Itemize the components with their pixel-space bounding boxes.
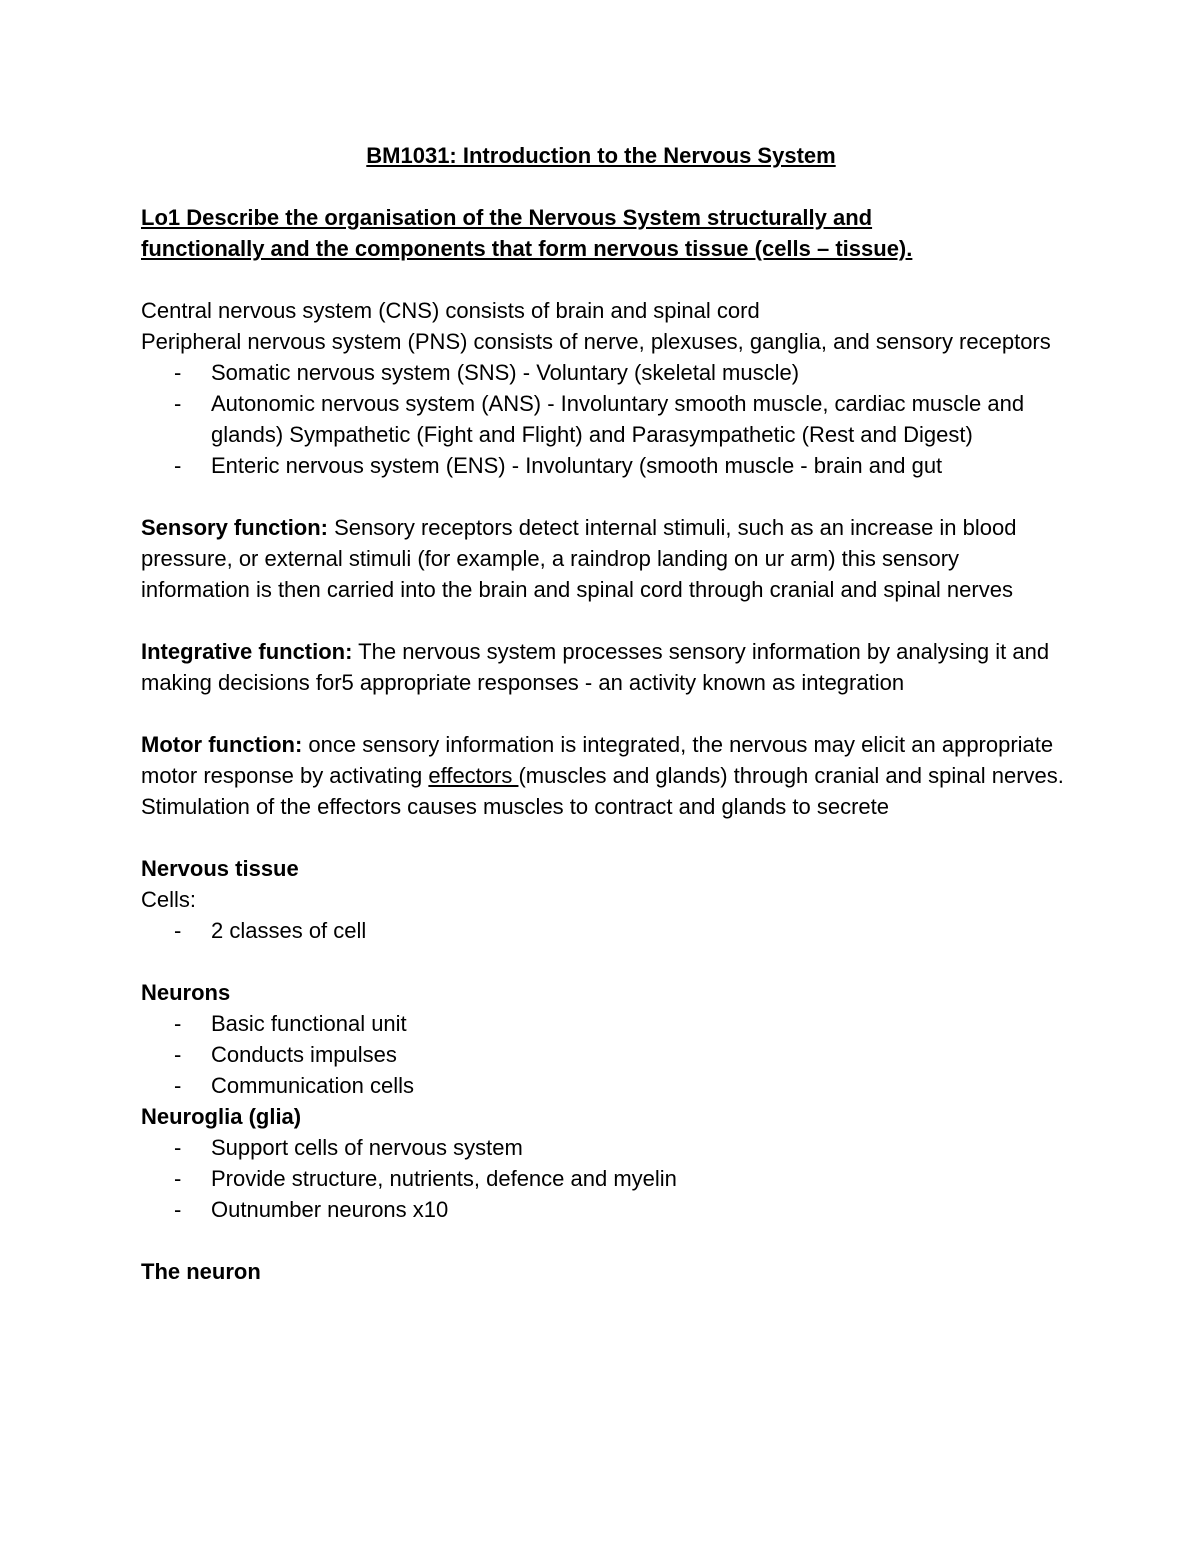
integrative-function-paragraph [141,636,1071,698]
pns-subdivisions-list [141,357,1071,481]
motor-function-text: once sensory information is integrated, the nervous may elicit an appropriate motor response by activating [141,732,1054,788]
spacer [141,946,1071,977]
dash-bullet: - [174,1042,182,1067]
list-item [141,1132,1071,1163]
list-item-text: Outnumber neurons x10 [211,1197,449,1222]
motor-function-heading: Motor function: [141,732,303,757]
neurons-heading: Neurons [141,980,231,1005]
motor-function-paragraph [141,729,1071,822]
pns-definition: Peripheral nervous system (PNS) consists of nerve, plexuses, ganglia, and sensory receptors [141,329,1051,354]
list-item-text: Communication cells [211,1073,414,1098]
sensory-function-paragraph [141,512,1071,605]
integrative-function-heading: Integrative function: [141,639,353,664]
dash-bullet: - [174,453,182,478]
learning-outcome-line-2: functionally and the components that form nervous tissue (cells – tissue). [141,236,913,261]
sensory-function-text: Sensory receptors detect internal stimuli, such as an increase in blood pressure, or external stimuli (for example, a raindrop landing on ur arm) this sensory information is then carried into the brain and spinal cord through cranial and spinal nerves [141,515,1017,602]
learning-outcome-line-1: Lo1 Describe the organisation of the Nervous System structurally and [141,205,873,230]
spacer [141,481,1071,512]
motor-function-text-end: (muscles and glands) through cranial and spinal nerves. Stimulation of the effectors causes muscles to contract and glands to secrete [141,763,1064,819]
integrative-function-text: The nervous system processes sensory information by analysing it and making decisions for5 appropriate responses - an activity known as integration [141,639,1050,695]
list-item [141,450,1071,481]
list-item-text: Support cells of nervous system [211,1135,523,1160]
list-item [141,915,1071,946]
spacer [141,698,1071,729]
dash-bullet: - [174,918,182,943]
dash-bullet: - [174,1166,182,1191]
list-item-text: 2 classes of cell [211,918,367,943]
nervous-tissue-heading: Nervous tissue [141,856,299,881]
spacer [141,171,1071,202]
list-item [141,357,1071,388]
spacer [141,1225,1071,1256]
dash-bullet: - [174,1135,182,1160]
dash-bullet: - [174,391,182,416]
spacer [141,605,1071,636]
dash-bullet: - [174,1073,182,1098]
list-item [141,1163,1071,1194]
the-neuron-heading: The neuron [141,1259,261,1284]
document-title: BM1031: Introduction to the Nervous System [366,143,836,168]
list-item [141,1070,1071,1101]
list-item [141,388,1071,450]
neuroglia-list [141,1132,1071,1225]
dash-bullet: - [174,1011,182,1036]
list-item-text: Somatic nervous system (SNS) - Voluntary (skeletal muscle) [211,360,800,385]
sensory-function-heading: Sensory function: [141,515,329,540]
cells-list [141,915,1071,946]
dash-bullet: - [174,1197,182,1222]
list-item-text: Enteric nervous system (ENS) - Involuntary (smooth muscle - brain and gut [211,453,943,478]
list-item [141,1194,1071,1225]
list-item-text: Conducts impulses [211,1042,397,1067]
cells-label: Cells: [141,887,197,912]
neuroglia-heading: Neuroglia (glia) [141,1104,302,1129]
neurons-list [141,1008,1071,1101]
effectors-link[interactable]: effectors [428,763,519,788]
list-item-text: Basic functional unit [211,1011,407,1036]
spacer [141,264,1071,295]
dash-bullet: - [174,360,182,385]
spacer [141,822,1071,853]
document-page [141,140,1071,1287]
list-item [141,1008,1071,1039]
list-item [141,1039,1071,1070]
list-item-text: Provide structure, nutrients, defence and myelin [211,1166,677,1191]
list-item-text: Autonomic nervous system (ANS) - Involuntary smooth muscle, cardiac muscle and glands) Sympathetic (Fight and Flight) and Parasympathetic (Rest and Digest) [211,391,1025,447]
cns-definition: Central nervous system (CNS) consists of brain and spinal cord [141,298,760,323]
